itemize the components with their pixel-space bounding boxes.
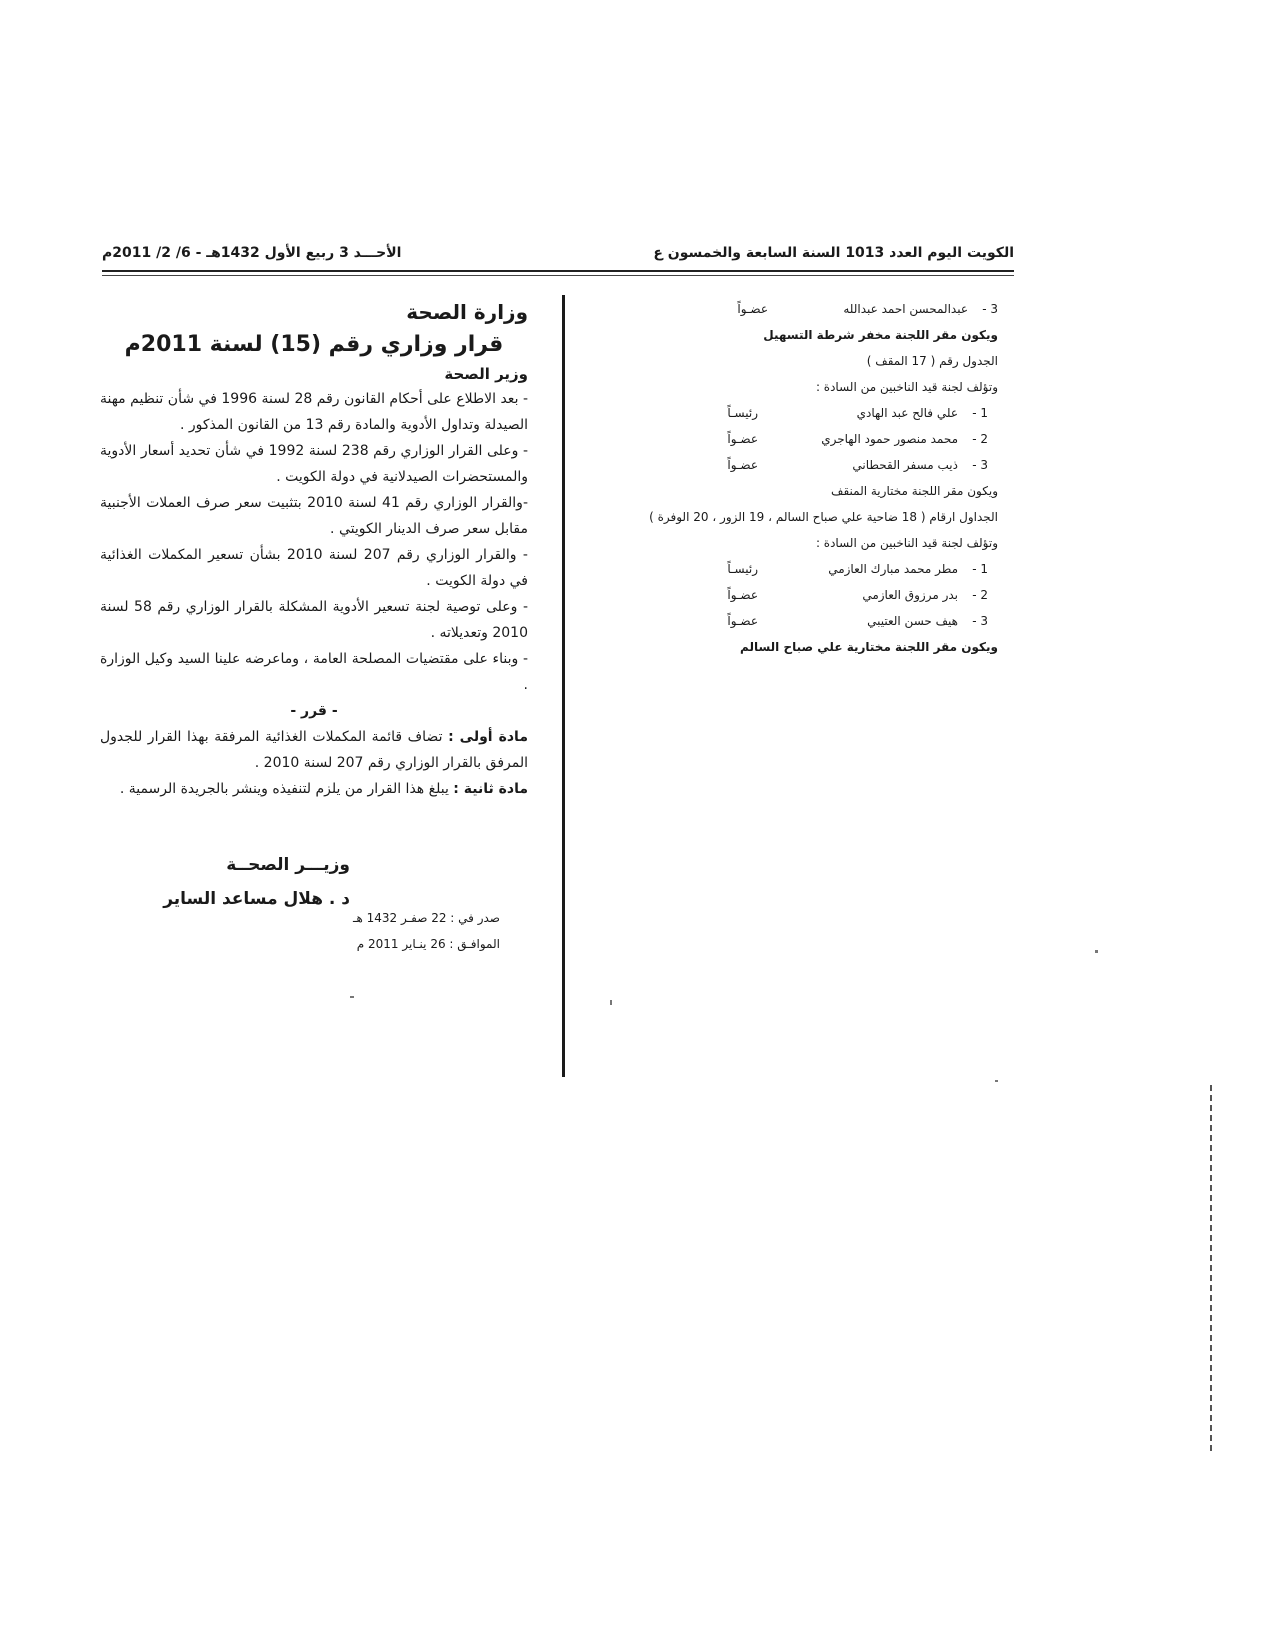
table-reference: الجدول رقم ( 17 المقف ) [866,354,998,368]
member-number: 3 - [982,302,998,316]
preamble-paragraph: - وعلى توصية لجنة تسعير الأدوية المشكلة بالقرار الوزاري رقم 58 لسنة 2010 وتعديلاته . [100,599,529,641]
member-row [598,296,998,322]
signature-name: د . هلال مساعد الساير [163,889,350,909]
article-text: تضاف قائمة المكملات الغذائية المرفقة بهذا القرار للجدول المرفق بالقرار الوزاري رقم 207 لسنة 2010 . [100,729,528,771]
member-number: 1 - [972,562,988,576]
table-reference: الجداول ارقام ( 18 ضاحية علي صباح السالم ، 19 الزور ، 20 الوفرة ) [649,510,998,524]
header-publication-info: الكويت اليوم العدد 1013 السنة السابعة والخمسون ع [653,245,1014,261]
member-name: بدر مرزوق العازمي [862,588,958,602]
committee-composition: وتؤلف لجنة قيد الناخبين من السادة : [815,536,998,550]
member-number: 2 - [972,432,988,446]
signature-title: وزيـــر الصحــة [226,855,350,875]
issued-hijri: صدر في : 22 صفـر 1432 هـ [352,911,500,925]
member-row [598,452,988,478]
member-number: 2 - [972,588,988,602]
scan-speck [610,1000,612,1005]
member-role: عضـواً [727,588,758,602]
member-name: ذيب مسفر القحطاني [852,458,958,472]
header-rule-thin [102,275,1014,276]
scan-speck [1095,950,1098,953]
scan-artifact-line [1210,1085,1212,1455]
member-name: محمد منصور حمود الهاجري [821,432,958,446]
article-second [100,776,528,802]
preamble-paragraph: - وعلى القرار الوزاري رقم 238 لسنة 1992 في شأن تحديد أسعار الأدوية والمستحضرات الصيدلانية في دولة الكويت . [100,443,528,485]
right-column [598,296,998,660]
committee-hq: ويكون مقر اللجنة مختارية المنقف [831,484,998,498]
member-row [598,608,988,634]
member-row [598,556,988,582]
member-role: رئيسـاً [727,406,758,420]
committee-hq: ويكون مقر اللجنة مختارية علي صباح السالم [740,640,998,654]
decided-heading: - قرر - [290,703,338,719]
ministry-heading: وزارة الصحة [406,300,528,324]
member-role: عضـواً [727,614,758,628]
member-number: 1 - [972,406,988,420]
committee-hq: ويكون مقر اللجنة مخفر شرطة التسهيل [763,328,998,342]
article-first [100,724,528,776]
header-date: الأحـــد 3 ربيع الأول 1432هـ - 6/ 2/ 2011م [102,245,402,261]
preamble-paragraph: - بعد الاطلاع على أحكام القانون رقم 28 لسنة 1996 في شأن تنظيم مهنة الصيدلة وتداول الأدوية والمادة رقم 13 من القانون المذكور . [100,391,528,433]
member-row [598,400,988,426]
issue-date-block [300,905,500,957]
header-rule-thick [102,270,1014,272]
member-name: عبدالمحسن احمد عبدالله [843,302,968,316]
committee-composition: وتؤلف لجنة قيد الناخبين من السادة : [815,380,998,394]
issued-gregorian: الموافـق : 26 ينـاير 2011 م [356,937,500,951]
page-header [102,240,1014,266]
member-role: عضـواً [737,302,768,316]
scan-speck [995,1080,998,1082]
preamble-paragraph: -والقرار الوزاري رقم 41 لسنة 2010 بتثبيت سعر صرف العملات الأجنبية مقابل سعر صرف الدينار الكويتي . [100,495,528,537]
article-label: مادة ثانية : [453,781,528,797]
preamble-paragraph: - والقرار الوزاري رقم 207 لسنة 2010 بشأن تسعير المكملات الغذائية في دولة الكويت . [100,547,528,589]
member-row [598,582,988,608]
member-name: مطر محمد مبارك العازمي [828,562,958,576]
member-role: عضـواً [727,432,758,446]
article-label: مادة أولى : [448,729,528,745]
column-divider [562,295,565,1077]
decree-title: قرار وزاري رقم (15) لسنة 2011م [124,332,504,357]
member-role: رئيسـاً [727,562,758,576]
left-column [100,296,528,802]
member-number: 3 - [972,614,988,628]
scan-speck [350,996,354,998]
member-number: 3 - [972,458,988,472]
article-text: يبلغ هذا القرار من يلزم لتنفيذه وينشر بالجريدة الرسمية . [119,781,449,797]
preamble-paragraph: - وبناء على مقتضيات المصلحة العامة ، وماعرضه علينا السيد وكيل الوزارة . [100,651,528,693]
member-name: هيف حسن العتيبي [867,614,958,628]
minister-heading: وزير الصحة [444,365,528,383]
member-role: عضـواً [727,458,758,472]
member-name: علي فالح عبد الهادي [856,406,958,420]
member-row [598,426,988,452]
